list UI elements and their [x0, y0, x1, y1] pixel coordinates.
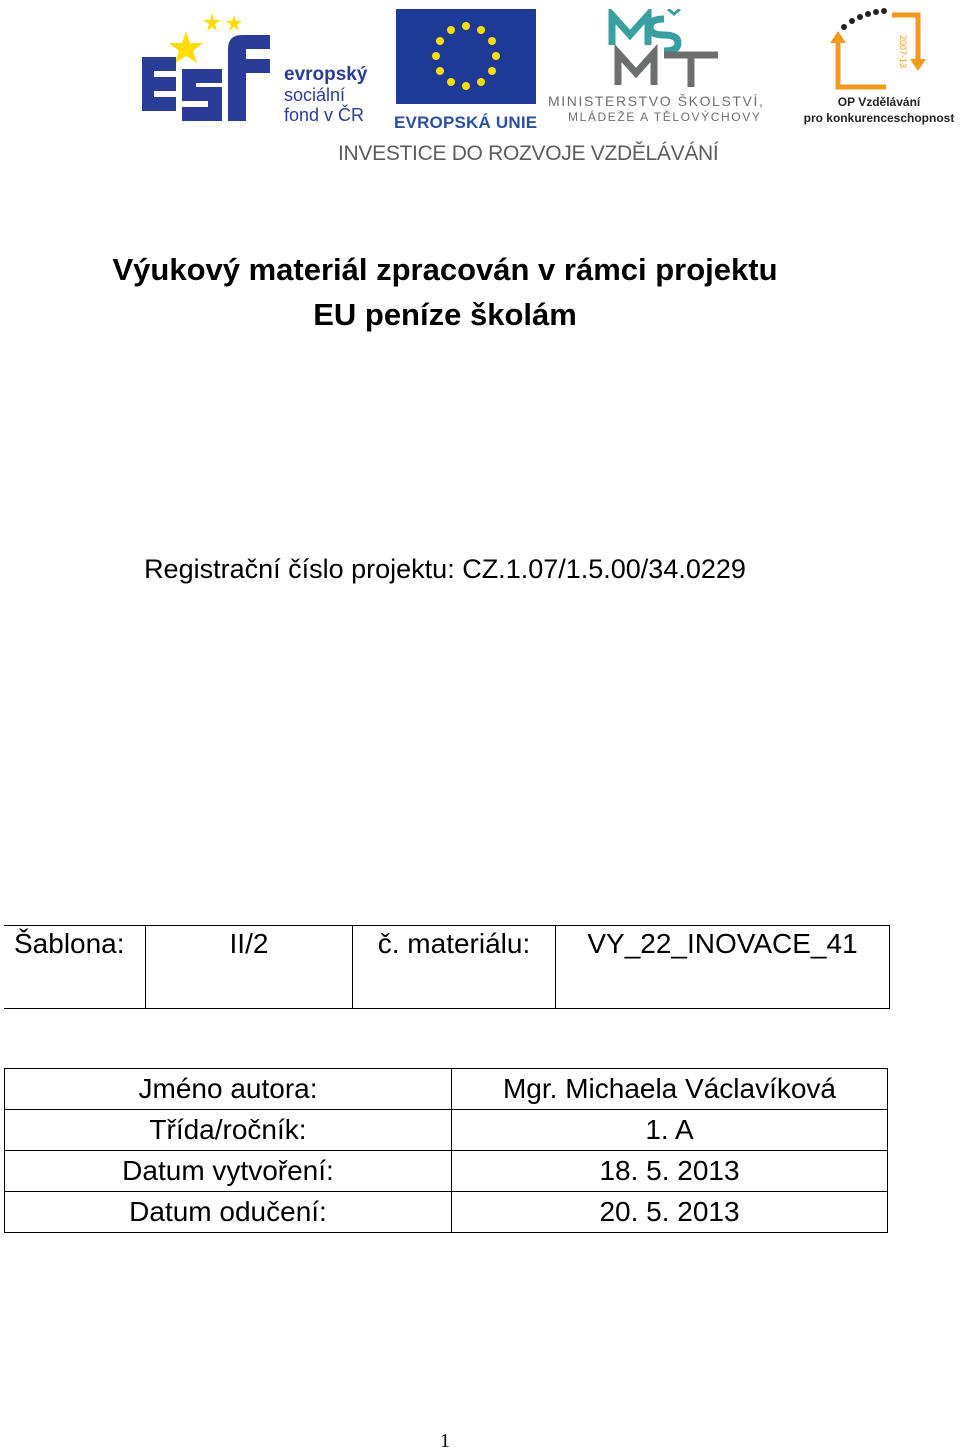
header-tagline: INVESTICE DO ROZVOJE VZDĚLÁVÁNÍ: [338, 142, 719, 165]
class-value: 1. A: [452, 1110, 888, 1151]
msmt-logo: [548, 9, 793, 127]
class-key: Třída/ročník:: [5, 1110, 452, 1151]
material-label: č. materiálu:: [353, 926, 556, 1009]
page-number: 1: [440, 1430, 450, 1452]
op-line2: pro konkurenceschopnost: [803, 111, 955, 125]
logo-header: [0, 0, 960, 180]
eu-caption: EVROPSKÁ UNIE: [394, 113, 538, 132]
taught-value: 20. 5. 2013: [452, 1192, 888, 1233]
material-value: VY_22_INOVACE_41: [556, 926, 890, 1009]
template-table: [4, 925, 890, 1009]
table-row: [5, 1069, 888, 1110]
taught-key: Datum odučení:: [5, 1192, 452, 1233]
op-line1: OP Vzdělávání: [837, 95, 921, 109]
author-value: Mgr. Michaela Václavíková: [452, 1069, 888, 1110]
author-table: [4, 1068, 888, 1233]
table-row: [5, 1151, 888, 1192]
esf-logo: [142, 9, 382, 127]
esf-logo-text: [284, 65, 384, 125]
document-title-line2: EU peníze školám: [313, 297, 577, 332]
created-value: 18. 5. 2013: [452, 1151, 888, 1192]
registration-number: Registrační číslo projektu: CZ.1.07/1.5.00/34.0229: [144, 554, 746, 584]
eu-flag-icon: [396, 9, 536, 104]
esf-mark-icon: [142, 9, 274, 124]
author-key: Jméno autora:: [5, 1069, 452, 1110]
esf-line3: fond v ČR: [284, 105, 365, 125]
eu-logo: [394, 9, 538, 132]
document-title-line1: Výukový materiál zpracován v rámci projektu: [112, 252, 778, 287]
created-key: Datum vytvoření:: [5, 1151, 452, 1192]
template-value: II/2: [146, 926, 353, 1009]
esf-line2: sociální: [284, 85, 346, 105]
op-mark-icon: [830, 5, 926, 95]
table-row: [5, 1192, 888, 1233]
msmt-line2: MLÁDEŽE A TĚLOVÝCHOVY: [568, 110, 762, 124]
table-row: [5, 1110, 888, 1151]
template-table-row: [4, 926, 890, 1009]
msmt-line1: MINISTERSTVO ŠKOLSTVÍ,: [548, 93, 765, 109]
esf-line1: evropský: [284, 64, 368, 85]
op-badge: 2007-13: [898, 35, 908, 69]
template-label: Šablona:: [4, 926, 146, 1009]
op-logo: [800, 5, 958, 127]
msmt-mark-icon: [608, 9, 728, 89]
